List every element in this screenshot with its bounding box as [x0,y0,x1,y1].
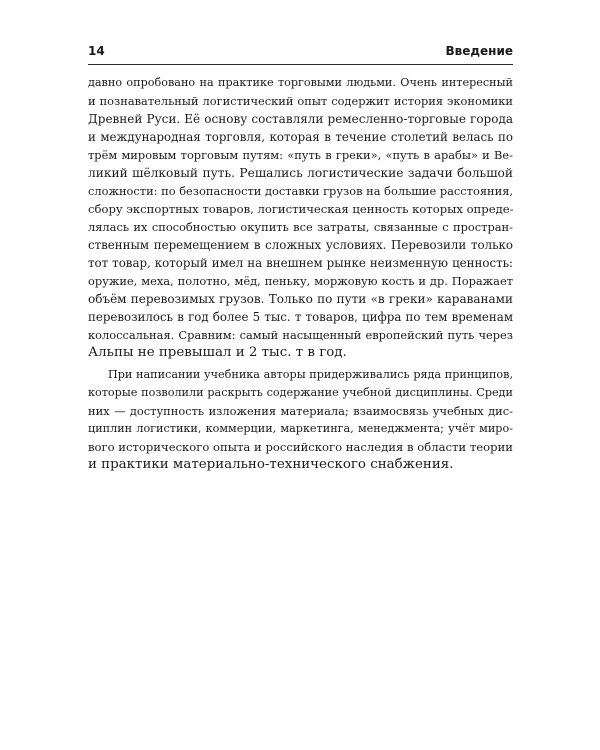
section-title: Введение [445,44,513,58]
running-header [88,44,513,62]
text-line: трём мировым торговым путям: «путь в греки», «путь в арабы» и Ве- [88,148,513,162]
text-line: колоссальная. Сравним: самый насыщенный европейский путь через [88,328,513,342]
text-line: ликий шёлковый путь. Решались логистические задачи большой [88,166,513,180]
text-line: При написании учебника авторы придерживались ряда принципов, [108,368,513,381]
text-line: тот товар, который имел на внешнем рынке неизменную ценность: [88,256,513,270]
paragraph-1 [88,74,513,362]
text-line: Альпы не превышал и 2 тыс. т в год. [88,345,347,360]
text-line: ственным перемещением в сложных условиях. Перевозили только [88,238,513,252]
text-line: объём перевозимых грузов. Только по пути «в греки» караванами [88,292,513,306]
text-line: вого исторического опыта и российского наследия в области теории [88,440,513,454]
header-rule [88,64,513,65]
text-line: которые позволили раскрыть содержание учебной дисциплины. Среди [88,386,513,399]
text-line: и практики материально-технического снабжения. [88,457,454,472]
text-line: и международная торговля, которая в течение столетий велась по [88,130,513,144]
text-line: циплин логистики, коммерции, маркетинга, менеджмента; учёт миро- [88,422,513,435]
text-line: и познавательный логистический опыт содержит история экономики [88,94,513,108]
text-line: перевозилось в год более 5 тыс. т товаров, цифра по тем временам [88,310,513,324]
text-line: лялась их способностью окупить все затраты, связанные с простран- [88,220,513,234]
paragraph-2 [88,366,513,474]
body-text [88,74,513,474]
text-line: давно опробовано на практике торговыми людьми. Очень интересный [88,76,513,89]
text-line: оружие, меха, полотно, мёд, пеньку, моржовую кость и др. Поражает [88,274,513,288]
text-line: них — доступность изложения материала; взаимосвязь учебных дис- [88,404,513,418]
text-line: сложности: по безопасности доставки грузов на большие расстояния, [88,184,514,198]
text-line: Древней Руси. Её основу составляли ремесленно-торговые города [88,112,513,126]
page-number: 14 [88,44,105,58]
text-line: сбору экспортных товаров, логистическая ценность которых опреде- [88,202,514,216]
